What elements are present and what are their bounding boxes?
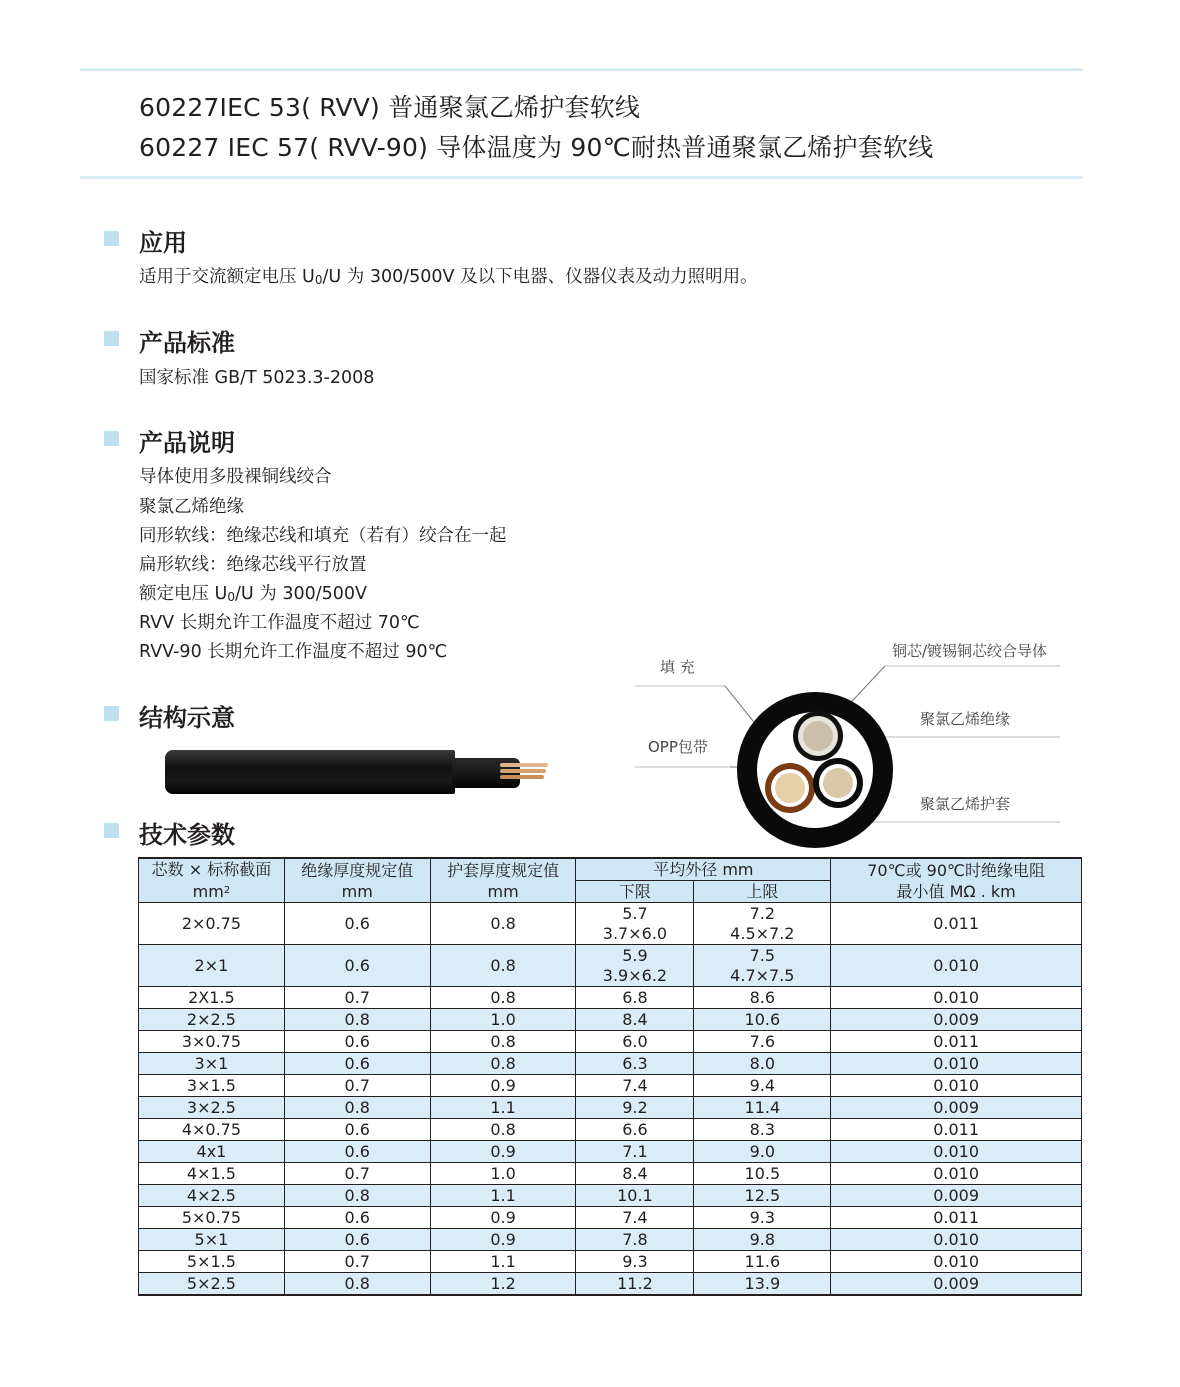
cell-size: 5×1.5 bbox=[139, 1251, 285, 1273]
table-row bbox=[139, 1185, 1082, 1207]
voltage-sub: 0 bbox=[227, 590, 236, 604]
header-size-unit-text: mm bbox=[192, 882, 224, 901]
cell-resistance: 0.010 bbox=[831, 945, 1082, 987]
cell-sheath: 1.1 bbox=[430, 1097, 576, 1119]
cell-size: 4x1 bbox=[139, 1141, 285, 1163]
description-line: 扁形软线：绝缘芯线平行放置 bbox=[139, 555, 367, 575]
cell-lower-value: 9.2 bbox=[622, 1097, 648, 1117]
cell-lower bbox=[576, 945, 694, 987]
header-size-unit bbox=[139, 880, 284, 902]
cell-insulation: 0.8 bbox=[284, 1273, 430, 1296]
table-row bbox=[139, 1119, 1082, 1141]
cell-insulation: 0.6 bbox=[284, 1207, 430, 1229]
cell-insulation: 0.8 bbox=[284, 1185, 430, 1207]
cell-insulation: 0.8 bbox=[284, 1097, 430, 1119]
diagram-label-insulation: 聚氯乙烯绝缘 bbox=[920, 710, 1011, 728]
wire-strand bbox=[500, 769, 546, 773]
cell-lower bbox=[576, 1119, 694, 1141]
header-upper-limit: 上限 bbox=[694, 881, 831, 903]
table-row bbox=[139, 945, 1082, 987]
cell-lower bbox=[576, 1075, 694, 1097]
cell-resistance: 0.011 bbox=[831, 1119, 1082, 1141]
diagram-label-opp: OPP包带 bbox=[648, 738, 708, 756]
cell-lower-value: 6.8 bbox=[622, 987, 648, 1007]
spec-table-body bbox=[139, 903, 1082, 1296]
cell-insulation: 0.6 bbox=[284, 1053, 430, 1075]
cell-insulation: 0.6 bbox=[284, 1229, 430, 1251]
header-insulation-line1: 绝缘厚度规定值 bbox=[301, 860, 414, 880]
table-row bbox=[139, 1097, 1082, 1119]
cell-upper bbox=[694, 1273, 831, 1296]
cell-size: 3×1.5 bbox=[139, 1075, 285, 1097]
cell-sheath: 1.0 bbox=[430, 1163, 576, 1185]
table-row bbox=[139, 1251, 1082, 1273]
cell-resistance: 0.011 bbox=[831, 1031, 1082, 1053]
cell-upper-value: 7.5 bbox=[749, 945, 776, 965]
header-size-unit-sup: 2 bbox=[223, 885, 231, 896]
header-sheath-unit: mm bbox=[487, 881, 519, 901]
cell-sheath: 1.1 bbox=[430, 1251, 576, 1273]
cell-size: 4×0.75 bbox=[139, 1119, 285, 1141]
header-resistance-line2: 最小值 MΩ . km bbox=[896, 881, 1016, 901]
cell-resistance: 0.009 bbox=[831, 1009, 1082, 1031]
section-marker-icon bbox=[104, 331, 119, 346]
section-heading-description: 产品说明 bbox=[139, 429, 235, 457]
cell-upper bbox=[694, 1119, 831, 1141]
cell-upper bbox=[694, 1185, 831, 1207]
section-heading-application: 应用 bbox=[139, 229, 187, 257]
cell-upper-value: 7.6 bbox=[749, 1031, 776, 1051]
cell-sheath: 1.1 bbox=[430, 1185, 576, 1207]
cell-resistance: 0.010 bbox=[831, 1141, 1082, 1163]
cell-lower bbox=[576, 1053, 694, 1075]
cell-upper-value: 9.0 bbox=[749, 1141, 776, 1161]
section-heading-structure: 结构示意 bbox=[139, 704, 235, 732]
cell-insulation: 0.8 bbox=[284, 1009, 430, 1031]
cell-resistance: 0.010 bbox=[831, 1251, 1082, 1273]
cell-lower bbox=[576, 1207, 694, 1229]
table-row bbox=[139, 1207, 1082, 1229]
cell-upper bbox=[694, 1207, 831, 1229]
cell-lower bbox=[576, 987, 694, 1009]
title-divider bbox=[80, 176, 1083, 179]
cell-upper bbox=[694, 945, 831, 987]
section-marker-icon bbox=[104, 706, 119, 721]
application-text-pre: 适用于交流额定电压 U bbox=[139, 267, 315, 287]
section-heading-tech: 技术参数 bbox=[139, 821, 235, 849]
cell-insulation: 0.7 bbox=[284, 1075, 430, 1097]
cell-sheath: 0.8 bbox=[430, 945, 576, 987]
cell-size: 4×2.5 bbox=[139, 1185, 285, 1207]
cell-upper-value: 9.8 bbox=[749, 1229, 776, 1249]
cell-resistance: 0.009 bbox=[831, 1273, 1082, 1296]
cell-sheath: 0.9 bbox=[430, 1075, 576, 1097]
voltage-pre: 额定电压 U bbox=[139, 584, 228, 604]
spec-table bbox=[138, 857, 1082, 1296]
header-outer-diameter: 平均外径 mm bbox=[576, 858, 831, 881]
spec-table-header bbox=[139, 858, 1082, 903]
header-resistance bbox=[831, 858, 1082, 903]
description-line: 同形软线：绝缘芯线和填充（若有）绞合在一起 bbox=[139, 526, 507, 546]
cell-upper-value: 8.6 bbox=[749, 987, 776, 1007]
cell-resistance: 0.011 bbox=[831, 1207, 1082, 1229]
table-row bbox=[139, 903, 1082, 945]
description-line: RVV 长期允许工作温度不超过 70℃ bbox=[139, 613, 420, 633]
wire-strand bbox=[500, 775, 544, 779]
cell-lower bbox=[576, 1251, 694, 1273]
cell-upper bbox=[694, 1251, 831, 1273]
cell-size: 2×0.75 bbox=[139, 903, 285, 945]
cell-upper-value: 13.9 bbox=[744, 1273, 781, 1293]
cell-upper-value: 12.5 bbox=[744, 1185, 781, 1205]
cable-photo bbox=[165, 750, 455, 794]
cell-sheath: 0.8 bbox=[430, 1119, 576, 1141]
header-resistance-line1: 70℃或 90℃时绝缘电阻 bbox=[867, 860, 1045, 880]
cell-resistance: 0.009 bbox=[831, 1097, 1082, 1119]
cell-size: 3×1 bbox=[139, 1053, 285, 1075]
cell-insulation: 0.6 bbox=[284, 1141, 430, 1163]
cell-upper-value: 10.6 bbox=[744, 1009, 781, 1029]
cell-lower-value: 5.9 bbox=[622, 945, 648, 965]
cell-size: 5×0.75 bbox=[139, 1207, 285, 1229]
cell-insulation: 0.6 bbox=[284, 903, 430, 945]
cell-size: 3×0.75 bbox=[139, 1031, 285, 1053]
section-heading-standard: 产品标准 bbox=[139, 329, 235, 357]
cell-resistance: 0.010 bbox=[831, 987, 1082, 1009]
cell-upper-flat-value: 4.7×7.5 bbox=[730, 965, 795, 985]
cell-sheath: 0.8 bbox=[430, 903, 576, 945]
cell-upper bbox=[694, 1097, 831, 1119]
cell-upper bbox=[694, 1075, 831, 1097]
diagram-label-sheath: 聚氯乙烯护套 bbox=[920, 795, 1011, 813]
table-row bbox=[139, 987, 1082, 1009]
description-voltage-line bbox=[139, 580, 367, 605]
header-size bbox=[139, 858, 285, 903]
cell-upper bbox=[694, 1141, 831, 1163]
cell-upper-value: 11.4 bbox=[744, 1097, 781, 1117]
cell-upper bbox=[694, 987, 831, 1009]
section-marker-icon bbox=[104, 823, 119, 838]
cell-lower-value: 8.4 bbox=[622, 1009, 648, 1029]
cell-upper bbox=[694, 1163, 831, 1185]
cell-lower bbox=[576, 1185, 694, 1207]
table-row bbox=[139, 1053, 1082, 1075]
cell-lower-value: 8.4 bbox=[622, 1163, 648, 1183]
header-insulation bbox=[284, 858, 430, 903]
diagram-label-filler: 填 充 bbox=[660, 658, 695, 676]
section-marker-icon bbox=[104, 231, 119, 246]
cell-lower-value: 11.2 bbox=[617, 1273, 653, 1293]
cell-upper-value: 7.2 bbox=[749, 903, 776, 923]
application-text-post: /U 为 300/500V 及以下电器、仪器仪表及动力照明用。 bbox=[322, 267, 758, 287]
application-text bbox=[139, 263, 758, 288]
cell-sheath: 0.8 bbox=[430, 1031, 576, 1053]
cell-size: 2×1 bbox=[139, 945, 285, 987]
cell-upper-value: 9.4 bbox=[749, 1075, 776, 1095]
cell-sheath: 0.8 bbox=[430, 1053, 576, 1075]
cell-size: 5×2.5 bbox=[139, 1273, 285, 1296]
table-row bbox=[139, 1163, 1082, 1185]
cell-upper-value: 11.6 bbox=[744, 1251, 781, 1271]
cell-lower-value: 6.3 bbox=[622, 1053, 648, 1073]
table-row bbox=[139, 1229, 1082, 1251]
cell-lower bbox=[576, 903, 694, 945]
table-row bbox=[139, 1273, 1082, 1296]
cell-lower-value: 6.6 bbox=[622, 1119, 648, 1139]
application-text-sub: 0 bbox=[314, 273, 323, 287]
cell-upper bbox=[694, 903, 831, 945]
cell-lower-value: 7.8 bbox=[622, 1229, 648, 1249]
cell-insulation: 0.6 bbox=[284, 1031, 430, 1053]
cell-lower-value: 7.4 bbox=[622, 1207, 648, 1227]
cell-resistance: 0.010 bbox=[831, 1075, 1082, 1097]
cell-sheath: 0.9 bbox=[430, 1141, 576, 1163]
cell-lower bbox=[576, 1273, 694, 1296]
page-title-line-2: 60227 IEC 57( RVV-90) 导体温度为 90℃耐热普通聚氯乙烯护套软线 bbox=[139, 133, 934, 162]
cell-lower bbox=[576, 1141, 694, 1163]
cell-sheath: 0.9 bbox=[430, 1207, 576, 1229]
cell-insulation: 0.6 bbox=[284, 945, 430, 987]
cell-lower-flat-value: 3.9×6.2 bbox=[602, 965, 668, 985]
section-marker-icon bbox=[104, 431, 119, 446]
description-line: 聚氯乙烯绝缘 bbox=[139, 497, 244, 517]
cell-upper-flat-value: 4.5×7.2 bbox=[730, 923, 795, 943]
cell-lower-value: 6.0 bbox=[622, 1031, 648, 1051]
cell-upper bbox=[694, 1031, 831, 1053]
cell-resistance: 0.010 bbox=[831, 1229, 1082, 1251]
header-insulation-unit: mm bbox=[341, 881, 373, 901]
header-lower-limit: 下限 bbox=[576, 881, 694, 903]
table-row bbox=[139, 1031, 1082, 1053]
cell-resistance: 0.011 bbox=[831, 903, 1082, 945]
cell-sheath: 0.9 bbox=[430, 1229, 576, 1251]
cell-size: 2X1.5 bbox=[139, 987, 285, 1009]
page-title-line-1: 60227IEC 53( RVV) 普通聚氯乙烯护套软线 bbox=[139, 93, 641, 122]
cell-sheath: 1.0 bbox=[430, 1009, 576, 1031]
cell-insulation: 0.7 bbox=[284, 987, 430, 1009]
cell-lower bbox=[576, 1009, 694, 1031]
cell-upper bbox=[694, 1053, 831, 1075]
cell-upper-value: 9.3 bbox=[749, 1207, 776, 1227]
cell-insulation: 0.7 bbox=[284, 1251, 430, 1273]
cell-lower-value: 9.3 bbox=[622, 1251, 648, 1271]
cell-insulation: 0.6 bbox=[284, 1119, 430, 1141]
cell-lower-value: 10.1 bbox=[617, 1185, 653, 1205]
cell-upper-value: 8.0 bbox=[749, 1053, 776, 1073]
description-line: RVV-90 长期允许工作温度不超过 90℃ bbox=[139, 642, 448, 662]
cell-size: 5×1 bbox=[139, 1229, 285, 1251]
wire-strand bbox=[500, 763, 548, 767]
header-sheath-line1: 护套厚度规定值 bbox=[447, 860, 560, 880]
cell-size: 2×2.5 bbox=[139, 1009, 285, 1031]
cell-sheath: 0.8 bbox=[430, 987, 576, 1009]
cell-upper bbox=[694, 1229, 831, 1251]
table-row bbox=[139, 1009, 1082, 1031]
standard-text: 国家标准 GB/T 5023.3-2008 bbox=[139, 368, 375, 388]
voltage-post: /U 为 300/500V bbox=[235, 584, 368, 604]
table-row bbox=[139, 1075, 1082, 1097]
cell-insulation: 0.7 bbox=[284, 1163, 430, 1185]
cable-cross-section-diagram bbox=[630, 640, 1070, 850]
cell-upper-value: 10.5 bbox=[744, 1163, 781, 1183]
cell-resistance: 0.009 bbox=[831, 1185, 1082, 1207]
cell-size: 4×1.5 bbox=[139, 1163, 285, 1185]
cell-lower-value: 5.7 bbox=[622, 903, 648, 923]
cell-size: 3×2.5 bbox=[139, 1097, 285, 1119]
cell-upper-value: 8.3 bbox=[749, 1119, 776, 1139]
cell-sheath: 1.2 bbox=[430, 1273, 576, 1296]
header-sheath bbox=[430, 858, 576, 903]
cell-lower bbox=[576, 1229, 694, 1251]
cell-resistance: 0.010 bbox=[831, 1163, 1082, 1185]
diagram-label-conductor: 铜芯/镀锡铜芯绞合导体 bbox=[892, 642, 1048, 660]
cell-lower-value: 7.1 bbox=[622, 1141, 648, 1161]
description-line: 导体使用多股裸铜线绞合 bbox=[139, 467, 332, 487]
cell-lower bbox=[576, 1163, 694, 1185]
cell-resistance: 0.010 bbox=[831, 1053, 1082, 1075]
cell-lower bbox=[576, 1097, 694, 1119]
table-row bbox=[139, 1141, 1082, 1163]
header-size-line1: 芯数 × 标称截面 bbox=[151, 860, 272, 879]
cell-lower bbox=[576, 1031, 694, 1053]
cell-upper bbox=[694, 1009, 831, 1031]
top-divider bbox=[80, 68, 1083, 71]
cell-lower-flat-value: 3.7×6.0 bbox=[602, 923, 668, 943]
cell-lower-value: 7.4 bbox=[622, 1075, 648, 1095]
